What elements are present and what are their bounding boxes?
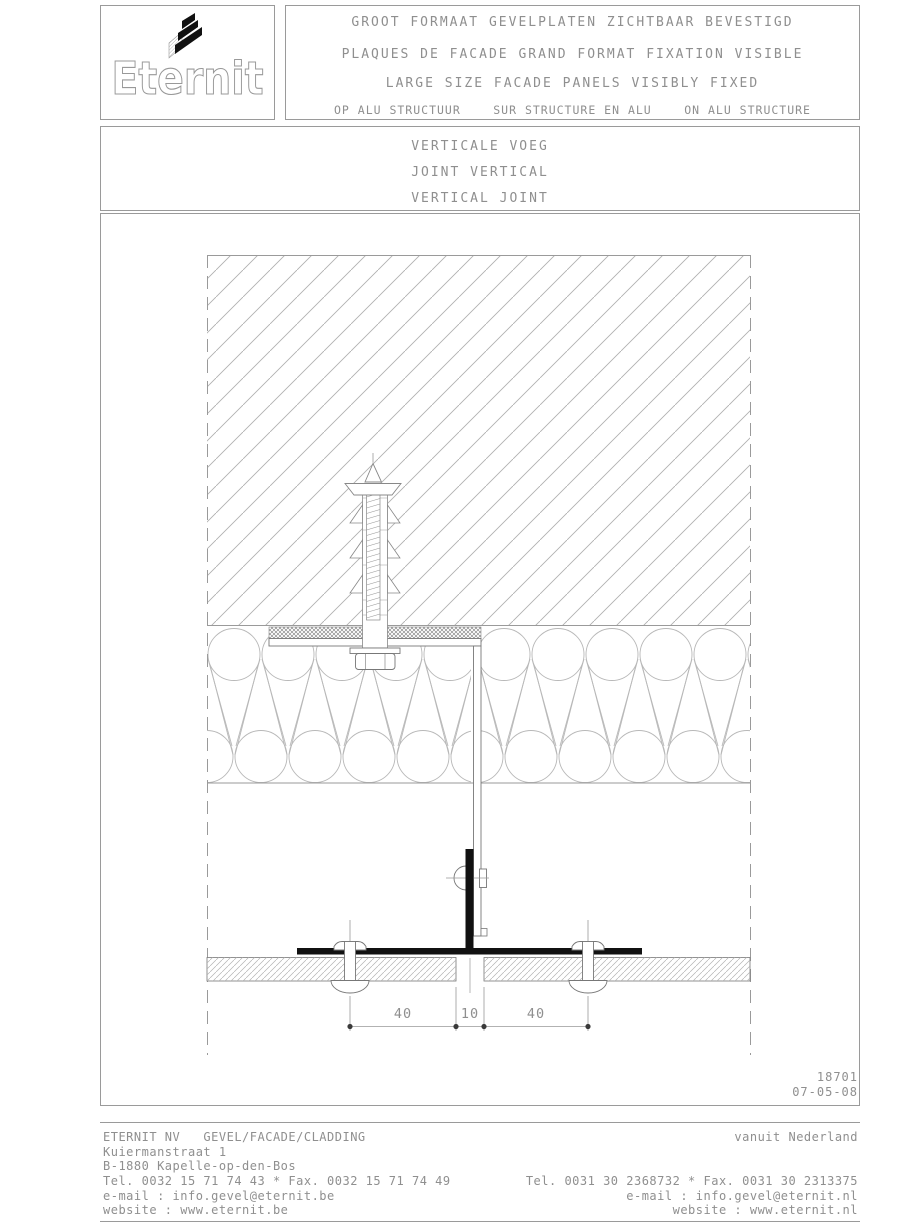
footer-top-rule <box>100 1122 860 1123</box>
logo-wordmark: Eternit <box>111 52 264 105</box>
substructure-en: ON ALU STRUCTURE <box>684 103 811 117</box>
company-city: B-1880 Kapelle-op-den-Bos <box>103 1159 297 1174</box>
subtitle-fr: JOINT VERTICAL <box>411 165 549 180</box>
t-profile-stem <box>466 849 474 954</box>
panel-rivet-right <box>569 920 607 993</box>
facade-panel-left <box>207 958 456 982</box>
washer <box>350 648 400 654</box>
dim-joint: 10 <box>460 1006 480 1022</box>
nl-branch-label: vanuit Nederland <box>734 1130 858 1144</box>
company-name: ETERNIT NV GEVEL/FACADE/CLADDING <box>103 1130 366 1144</box>
company-email: e-mail : info.gevel@eternit.be <box>103 1188 335 1203</box>
company-street: Kuiermanstraat 1 <box>103 1144 227 1159</box>
nl-branch-email: e-mail : info.gevel@eternit.nl <box>626 1188 858 1203</box>
nl-branch-phone: Tel. 0031 30 2368732 * Fax. 0031 30 2313375 <box>525 1174 858 1189</box>
title-nl: GROOT FORMAAT GEVELPLATEN ZICHTBAAR BEVESTIGD <box>351 15 794 30</box>
drawing-date: 07-05-08 <box>792 1085 858 1099</box>
panel-rivet-left <box>331 920 369 993</box>
subtitle-nl: VERTICALE VOEG <box>411 139 549 154</box>
drawing-number: 18701 <box>816 1070 858 1084</box>
subtitle-en: VERTICAL JOINT <box>411 191 549 206</box>
dim-right: 40 <box>526 1006 546 1022</box>
hex-nut <box>356 654 396 670</box>
company-phone: Tel. 0032 15 71 74 43 * Fax. 0032 15 71 74 49 <box>103 1174 451 1189</box>
facade-panel-right <box>484 958 750 982</box>
drawing-number-block <box>792 1070 858 1100</box>
footer-bottom-rule <box>100 1221 860 1222</box>
nl-branch-website: website : www.eternit.nl <box>672 1203 858 1218</box>
substructure-fr: SUR STRUCTURE EN ALU <box>493 103 652 117</box>
wall-section <box>207 256 750 626</box>
company-website: website : www.eternit.be <box>103 1203 289 1218</box>
substructure-nl: OP ALU STRUCTUUR <box>334 103 461 117</box>
footer-right <box>526 1130 858 1218</box>
footer-left <box>103 1130 451 1218</box>
dim-left: 40 <box>393 1006 413 1022</box>
title-en: LARGE SIZE FACADE PANELS VISIBLY FIXED <box>385 76 760 91</box>
title-fr: PLAQUES DE FACADE GRAND FORMAT FIXATION VISIBLE <box>341 47 804 62</box>
